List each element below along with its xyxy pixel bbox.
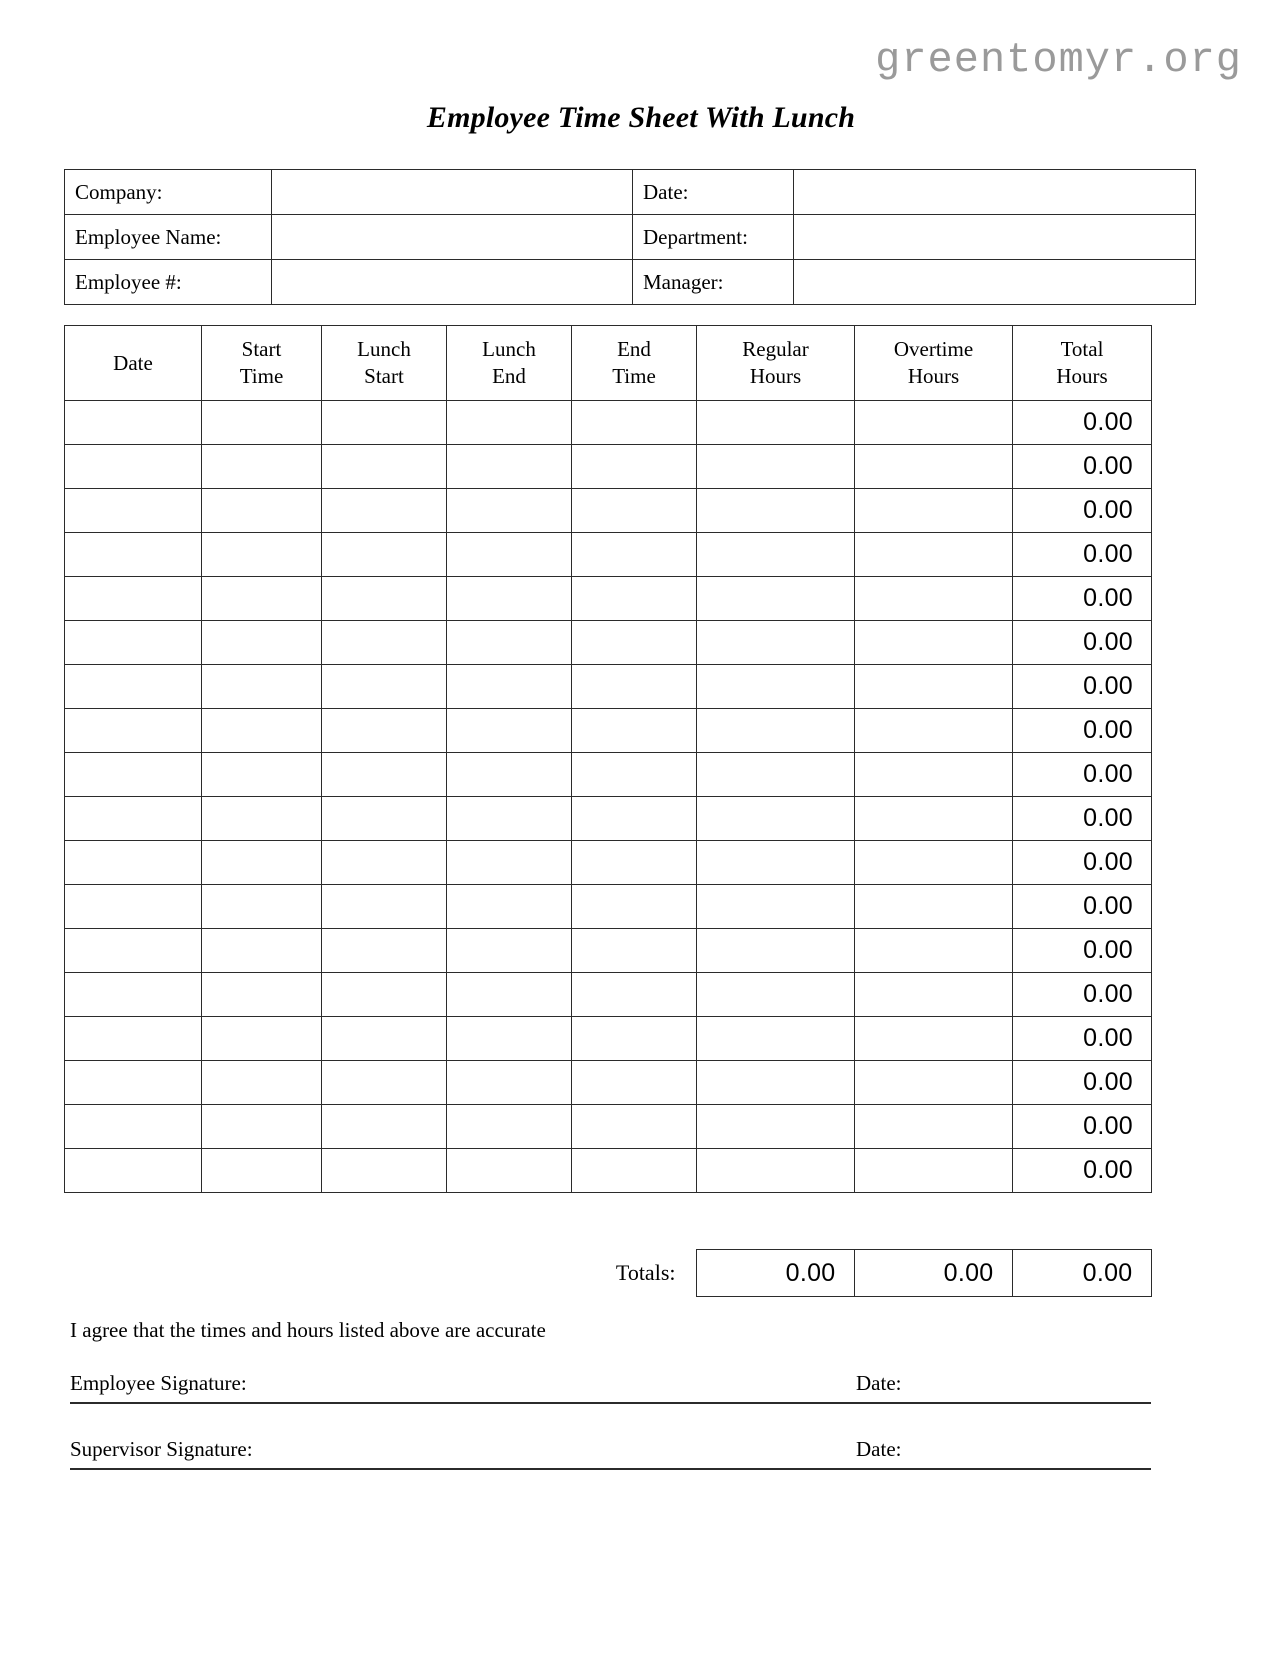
page-title: Employee Time Sheet With Lunch — [426, 101, 856, 134]
cell-lunch-end[interactable] — [447, 929, 572, 973]
cell-end-time[interactable] — [572, 929, 697, 973]
info-left-label: Employee #: — [65, 260, 272, 305]
cell-date[interactable] — [65, 1105, 202, 1149]
cell-lunch-start[interactable] — [322, 797, 447, 841]
info-row — [65, 170, 1196, 215]
cell-overtime-hours[interactable] — [855, 1061, 1013, 1105]
cell-end-time[interactable] — [572, 1105, 697, 1149]
column-header-line1: End — [617, 337, 651, 362]
cell-overtime-hours[interactable] — [855, 445, 1013, 489]
column-header-line2: Hours — [1056, 364, 1108, 388]
cell-end-time[interactable] — [572, 973, 697, 1017]
cell-lunch-start[interactable] — [322, 841, 447, 885]
cell-overtime-hours[interactable] — [855, 973, 1013, 1017]
totals-table — [64, 1249, 1152, 1297]
cell-end-time[interactable] — [572, 1149, 697, 1193]
column-header — [1013, 326, 1152, 401]
cell-regular-hours[interactable] — [697, 1149, 855, 1193]
info-right-value[interactable] — [794, 170, 1196, 215]
cell-regular-hours[interactable] — [697, 797, 855, 841]
cell-regular-hours[interactable] — [697, 841, 855, 885]
cell-regular-hours[interactable] — [697, 929, 855, 973]
info-left-label: Employee Name: — [65, 215, 272, 260]
cell-total-hours: 0.00 — [1013, 533, 1152, 577]
employee-info-table — [64, 169, 1196, 305]
cell-overtime-hours[interactable] — [855, 401, 1013, 445]
column-header-line1: Date — [113, 350, 153, 375]
supervisor-signature-line[interactable] — [70, 1424, 1151, 1470]
cell-lunch-end[interactable] — [447, 1105, 572, 1149]
cell-date[interactable] — [65, 709, 202, 753]
table-row — [65, 1105, 1152, 1149]
table-row — [65, 401, 1152, 445]
cell-overtime-hours[interactable] — [855, 929, 1013, 973]
info-left-label: Company: — [65, 170, 272, 215]
cell-regular-hours[interactable] — [697, 533, 855, 577]
cell-end-time[interactable] — [572, 665, 697, 709]
cell-date[interactable] — [65, 929, 202, 973]
cell-lunch-start[interactable] — [322, 445, 447, 489]
cell-end-time[interactable] — [572, 885, 697, 929]
cell-overtime-hours[interactable] — [855, 841, 1013, 885]
cell-end-time[interactable] — [572, 753, 697, 797]
employee-signature-date-label: Date: — [856, 1371, 902, 1395]
cell-regular-hours[interactable] — [697, 445, 855, 489]
cell-overtime-hours[interactable] — [855, 1105, 1013, 1149]
cell-lunch-end[interactable] — [447, 753, 572, 797]
cell-end-time[interactable] — [572, 1061, 697, 1105]
cell-overtime-hours[interactable] — [855, 753, 1013, 797]
cell-start-time[interactable] — [202, 797, 322, 841]
cell-regular-hours[interactable] — [697, 709, 855, 753]
column-header-line2: Time — [239, 364, 284, 388]
cell-start-time[interactable] — [202, 1149, 322, 1193]
cell-overtime-hours[interactable] — [855, 1017, 1013, 1061]
cell-lunch-start[interactable] — [322, 533, 447, 577]
column-header-line2: Hours — [907, 364, 960, 388]
cell-lunch-end[interactable] — [447, 1017, 572, 1061]
column-header-line2: Start — [364, 364, 404, 388]
table-row — [65, 1149, 1152, 1193]
cell-start-time[interactable] — [202, 1061, 322, 1105]
info-right-label: Manager: — [633, 260, 794, 305]
column-header — [65, 326, 202, 401]
totals-spacer — [64, 1250, 571, 1297]
cell-lunch-end[interactable] — [447, 709, 572, 753]
cell-total-hours: 0.00 — [1013, 797, 1152, 841]
cell-lunch-end[interactable] — [447, 797, 572, 841]
column-header-line1: Lunch — [482, 337, 536, 362]
column-header — [447, 326, 572, 401]
column-header-line1: Regular — [742, 337, 809, 362]
info-left-value[interactable] — [272, 260, 633, 305]
totals-overtime-hours: 0.00 — [854, 1250, 1012, 1297]
cell-lunch-end[interactable] — [447, 533, 572, 577]
table-row — [65, 533, 1152, 577]
cell-start-time[interactable] — [202, 665, 322, 709]
cell-date[interactable] — [65, 401, 202, 445]
cell-end-time[interactable] — [572, 533, 697, 577]
cell-date[interactable] — [65, 445, 202, 489]
cell-regular-hours[interactable] — [697, 753, 855, 797]
totals-regular-hours: 0.00 — [696, 1250, 854, 1297]
info-row — [65, 215, 1196, 260]
cell-total-hours: 0.00 — [1013, 621, 1152, 665]
cell-end-time[interactable] — [572, 621, 697, 665]
supervisor-signature-label: Supervisor Signature: — [70, 1437, 253, 1461]
cell-total-hours: 0.00 — [1013, 885, 1152, 929]
cell-lunch-start[interactable] — [322, 1061, 447, 1105]
totals-label: Totals: — [615, 1260, 676, 1285]
cell-regular-hours[interactable] — [697, 1061, 855, 1105]
cell-date[interactable] — [65, 1149, 202, 1193]
table-row — [65, 929, 1152, 973]
cell-lunch-end[interactable] — [447, 973, 572, 1017]
cell-lunch-start[interactable] — [322, 621, 447, 665]
cell-regular-hours[interactable] — [697, 621, 855, 665]
timesheet-grid-body — [65, 401, 1152, 1193]
cell-lunch-start[interactable] — [322, 973, 447, 1017]
table-row — [65, 973, 1152, 1017]
cell-date[interactable] — [65, 973, 202, 1017]
info-right-label: Department: — [633, 215, 794, 260]
cell-end-time[interactable] — [572, 841, 697, 885]
cell-lunch-start[interactable] — [322, 709, 447, 753]
cell-lunch-start[interactable] — [322, 665, 447, 709]
cell-total-hours: 0.00 — [1013, 709, 1152, 753]
cell-date[interactable] — [65, 533, 202, 577]
cell-lunch-end[interactable] — [447, 445, 572, 489]
cell-start-time[interactable] — [202, 401, 322, 445]
cell-lunch-end[interactable] — [447, 1149, 572, 1193]
cell-date[interactable] — [65, 753, 202, 797]
cell-total-hours: 0.00 — [1013, 445, 1152, 489]
column-header-line2: End — [492, 364, 526, 388]
info-right-value[interactable] — [794, 260, 1196, 305]
column-header-line1: Start — [241, 337, 282, 362]
cell-overtime-hours[interactable] — [855, 665, 1013, 709]
timesheet-grid-table — [64, 325, 1152, 1193]
cell-date[interactable] — [65, 1061, 202, 1105]
cell-overtime-hours[interactable] — [855, 621, 1013, 665]
table-row — [65, 577, 1152, 621]
info-left-value[interactable] — [272, 215, 633, 260]
column-header-line1: Lunch — [357, 337, 411, 362]
cell-end-time[interactable] — [572, 797, 697, 841]
cell-lunch-start[interactable] — [322, 1105, 447, 1149]
table-row — [65, 797, 1152, 841]
cell-start-time[interactable] — [202, 1105, 322, 1149]
cell-overtime-hours[interactable] — [855, 1149, 1013, 1193]
cell-start-time[interactable] — [202, 841, 322, 885]
column-header — [855, 326, 1013, 401]
cell-total-hours: 0.00 — [1013, 1105, 1152, 1149]
cell-total-hours: 0.00 — [1013, 1017, 1152, 1061]
cell-regular-hours[interactable] — [697, 665, 855, 709]
cell-date[interactable] — [65, 841, 202, 885]
column-header — [572, 326, 697, 401]
cell-total-hours: 0.00 — [1013, 665, 1152, 709]
cell-start-time[interactable] — [202, 533, 322, 577]
employee-signature-line[interactable] — [70, 1358, 1151, 1404]
info-right-label: Date: — [633, 170, 794, 215]
cell-lunch-end[interactable] — [447, 621, 572, 665]
cell-end-time[interactable] — [572, 577, 697, 621]
cell-lunch-end[interactable] — [447, 665, 572, 709]
table-row — [65, 1061, 1152, 1105]
cell-end-time[interactable] — [572, 1017, 697, 1061]
cell-start-time[interactable] — [202, 709, 322, 753]
table-row — [65, 753, 1152, 797]
cell-lunch-end[interactable] — [447, 841, 572, 885]
cell-overtime-hours[interactable] — [855, 885, 1013, 929]
cell-start-time[interactable] — [202, 973, 322, 1017]
cell-lunch-end[interactable] — [447, 1061, 572, 1105]
cell-start-time[interactable] — [202, 489, 322, 533]
column-header-line2: Hours — [749, 364, 802, 388]
cell-total-hours: 0.00 — [1013, 841, 1152, 885]
cell-lunch-end[interactable] — [447, 577, 572, 621]
cell-total-hours: 0.00 — [1013, 973, 1152, 1017]
cell-end-time[interactable] — [572, 401, 697, 445]
cell-lunch-end[interactable] — [447, 885, 572, 929]
cell-total-hours: 0.00 — [1013, 753, 1152, 797]
cell-date[interactable] — [65, 665, 202, 709]
cell-regular-hours[interactable] — [697, 973, 855, 1017]
cell-lunch-start[interactable] — [322, 1017, 447, 1061]
cell-lunch-start[interactable] — [322, 885, 447, 929]
cell-lunch-start[interactable] — [322, 1149, 447, 1193]
cell-date[interactable] — [65, 489, 202, 533]
employee-signature-label: Employee Signature: — [70, 1371, 247, 1395]
cell-start-time[interactable] — [202, 929, 322, 973]
cell-overtime-hours[interactable] — [855, 709, 1013, 753]
info-row — [65, 260, 1196, 305]
cell-start-time[interactable] — [202, 621, 322, 665]
employee-info-body — [65, 170, 1196, 305]
totals-total-hours: 0.00 — [1012, 1250, 1151, 1297]
cell-regular-hours[interactable] — [697, 1017, 855, 1061]
cell-date[interactable] — [65, 885, 202, 929]
column-header-line1: Total — [1060, 337, 1104, 362]
cell-total-hours: 0.00 — [1013, 1149, 1152, 1193]
table-row — [65, 709, 1152, 753]
cell-lunch-start[interactable] — [322, 489, 447, 533]
cell-regular-hours[interactable] — [697, 1105, 855, 1149]
timesheet-header-row — [65, 326, 1152, 401]
cell-regular-hours[interactable] — [697, 401, 855, 445]
cell-lunch-start[interactable] — [322, 401, 447, 445]
agreement-statement: I agree that the times and hours listed above are accurate — [70, 1318, 546, 1342]
supervisor-signature-date-label: Date: — [856, 1437, 902, 1461]
cell-start-time[interactable] — [202, 1017, 322, 1061]
totals-row — [64, 1250, 1151, 1297]
table-row — [65, 1017, 1152, 1061]
table-row — [65, 841, 1152, 885]
cell-total-hours: 0.00 — [1013, 929, 1152, 973]
column-header-line1: Overtime — [893, 337, 974, 362]
cell-regular-hours[interactable] — [697, 489, 855, 533]
cell-total-hours: 0.00 — [1013, 1061, 1152, 1105]
table-row — [65, 885, 1152, 929]
column-header — [202, 326, 322, 401]
cell-total-hours: 0.00 — [1013, 401, 1152, 445]
cell-date[interactable] — [65, 797, 202, 841]
cell-lunch-end[interactable] — [447, 401, 572, 445]
table-row — [65, 489, 1152, 533]
cell-regular-hours[interactable] — [697, 885, 855, 929]
cell-start-time[interactable] — [202, 885, 322, 929]
cell-end-time[interactable] — [572, 489, 697, 533]
cell-overtime-hours[interactable] — [855, 797, 1013, 841]
cell-overtime-hours[interactable] — [855, 533, 1013, 577]
cell-end-time[interactable] — [572, 709, 697, 753]
cell-total-hours: 0.00 — [1013, 577, 1152, 621]
column-header — [697, 326, 855, 401]
timesheet-grid-head — [65, 326, 1152, 401]
info-left-value[interactable] — [272, 170, 633, 215]
cell-lunch-start[interactable] — [322, 753, 447, 797]
cell-lunch-start[interactable] — [322, 929, 447, 973]
cell-overtime-hours[interactable] — [855, 577, 1013, 621]
cell-start-time[interactable] — [202, 445, 322, 489]
cell-lunch-start[interactable] — [322, 577, 447, 621]
table-row — [65, 665, 1152, 709]
cell-regular-hours[interactable] — [697, 577, 855, 621]
cell-date[interactable] — [65, 621, 202, 665]
cell-end-time[interactable] — [572, 445, 697, 489]
cell-start-time[interactable] — [202, 753, 322, 797]
table-row — [65, 445, 1152, 489]
cell-start-time[interactable] — [202, 577, 322, 621]
cell-date[interactable] — [65, 1017, 202, 1061]
cell-overtime-hours[interactable] — [855, 489, 1013, 533]
cell-date[interactable] — [65, 577, 202, 621]
info-right-value[interactable] — [794, 215, 1196, 260]
cell-lunch-end[interactable] — [447, 489, 572, 533]
cell-total-hours: 0.00 — [1013, 489, 1152, 533]
table-row — [65, 621, 1152, 665]
site-watermark: greentomyr.org — [875, 36, 1242, 84]
column-header — [322, 326, 447, 401]
column-header-line2: Time — [612, 364, 656, 388]
